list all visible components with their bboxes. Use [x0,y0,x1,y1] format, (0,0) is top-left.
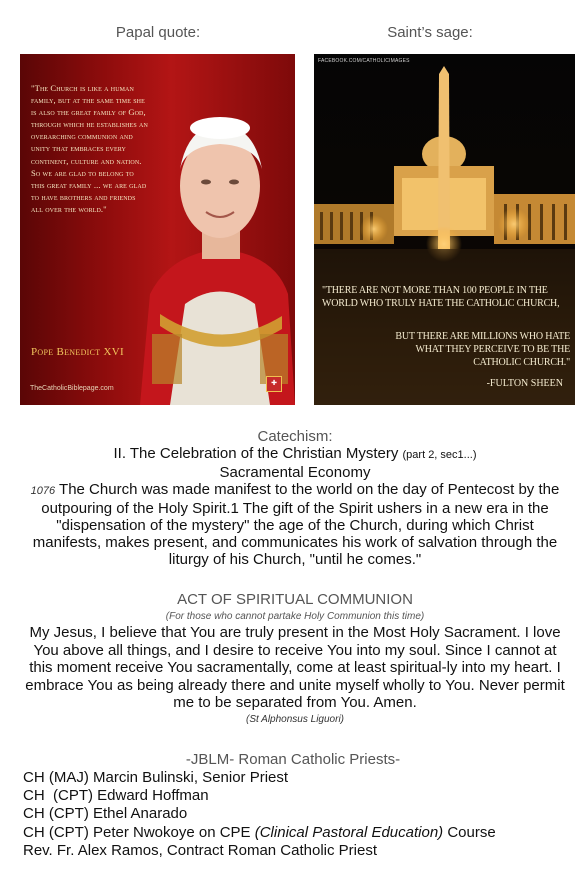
catechism-heading: Catechism: [257,428,333,445]
communion-note: (For those who cannot partake Holy Communion this time) [165,611,425,622]
priests-section [23,751,563,860]
saint-sage-image [314,54,575,405]
priest-course-detail: (Clinical Pastoral Education) [254,823,444,841]
catechism-body: The Church was made manifest to the world on the day of Pentecost by the outpouring of the Holy Spirit.1 The gift of the Spirit ushers in a new era in the "dispensation of the mystery" the age of the Church, during which Christ manifests, makes present, and communicates his work of salvation through the liturgy of his Church, "until he comes." [32,481,560,568]
papal-quote-signature: Pope Benedict XVI [31,346,124,358]
catechism-section [20,428,570,568]
saint-quote-line-2: BUT THERE ARE MILLIONS WHO HATE WHAT THEY PERCEIVE TO BE THE CATHOLIC CHURCH." [395,331,570,368]
priest-list-item: CH (CPT) Edward Hoffman [23,787,209,805]
priest-list-item: CH (CPT) Ethel Anarado [23,805,188,823]
site-logo-icon: ✚ [266,376,282,392]
communion-attribution: (St Alphonsus Liguori) [245,713,344,725]
papal-quote-heading: Papal quote: [115,24,201,41]
spiritual-communion-section [20,590,570,728]
priest-list-item: Rev. Fr. Alex Ramos, Contract Roman Catholic Priest [23,841,378,859]
priests-heading: -JBLM- Roman Catholic Priests- [185,751,401,768]
saint-quote-line-1: "THERE ARE NOT MORE THAN 100 PEOPLE IN THE WORLD WHO TRULY HATE THE CATHOLIC CHURCH, [322,285,560,309]
catechism-body-paragraph [20,481,570,568]
communion-prayer: My Jesus, I believe that You are truly present in the Most Holy Sacrament. I love You above all things, and I desire to receive You into my soul. Since I cannot at this moment receive You sacramentally, come at least spiritual-ly into my heart. I embrace You as being already there and unite myself wholly to You. Never permit me to be separated from You. Amen. [25,624,565,711]
catechism-subtitle: Sacramental Economy [219,464,371,481]
priest-list-item [23,824,563,842]
communion-heading: ACT OF SPIRITUAL COMMUNION [177,591,413,608]
saint-sage-heading: Saint’s sage: [387,24,473,41]
catechism-paragraph-number: 1076 [30,485,56,497]
catechism-title-line [20,445,570,464]
priest-list-item: CH (MAJ) Marcin Bulinski, Senior Priest [23,769,289,786]
saint-quote-signature: -FULTON SHEEN [486,378,563,389]
catechism-title: II. The Celebration of the Christian Mystery [113,445,399,462]
papal-quote-image [20,54,295,405]
priest-name: CH (CPT) Peter Nwokoye on CPE [23,823,255,841]
saint-image-site: FACEBOOK.COM/CATHOLICIMAGES [318,58,410,64]
papal-image-site: TheCatholicBiblepage.com [30,385,114,392]
priest-course-tail: Course [443,823,496,841]
catechism-part: (part 2, sec1...) [402,449,477,461]
papal-quote-text: "The Church is like a human family, but at the same time she is also the great family of God, through which he establishes an overarching communion and unity that embraces every continent, culture and nation. So we are glad to belong to this great family ... we are glad to have brothers and friends all over the world." [31,83,148,214]
priests-list [23,769,563,860]
